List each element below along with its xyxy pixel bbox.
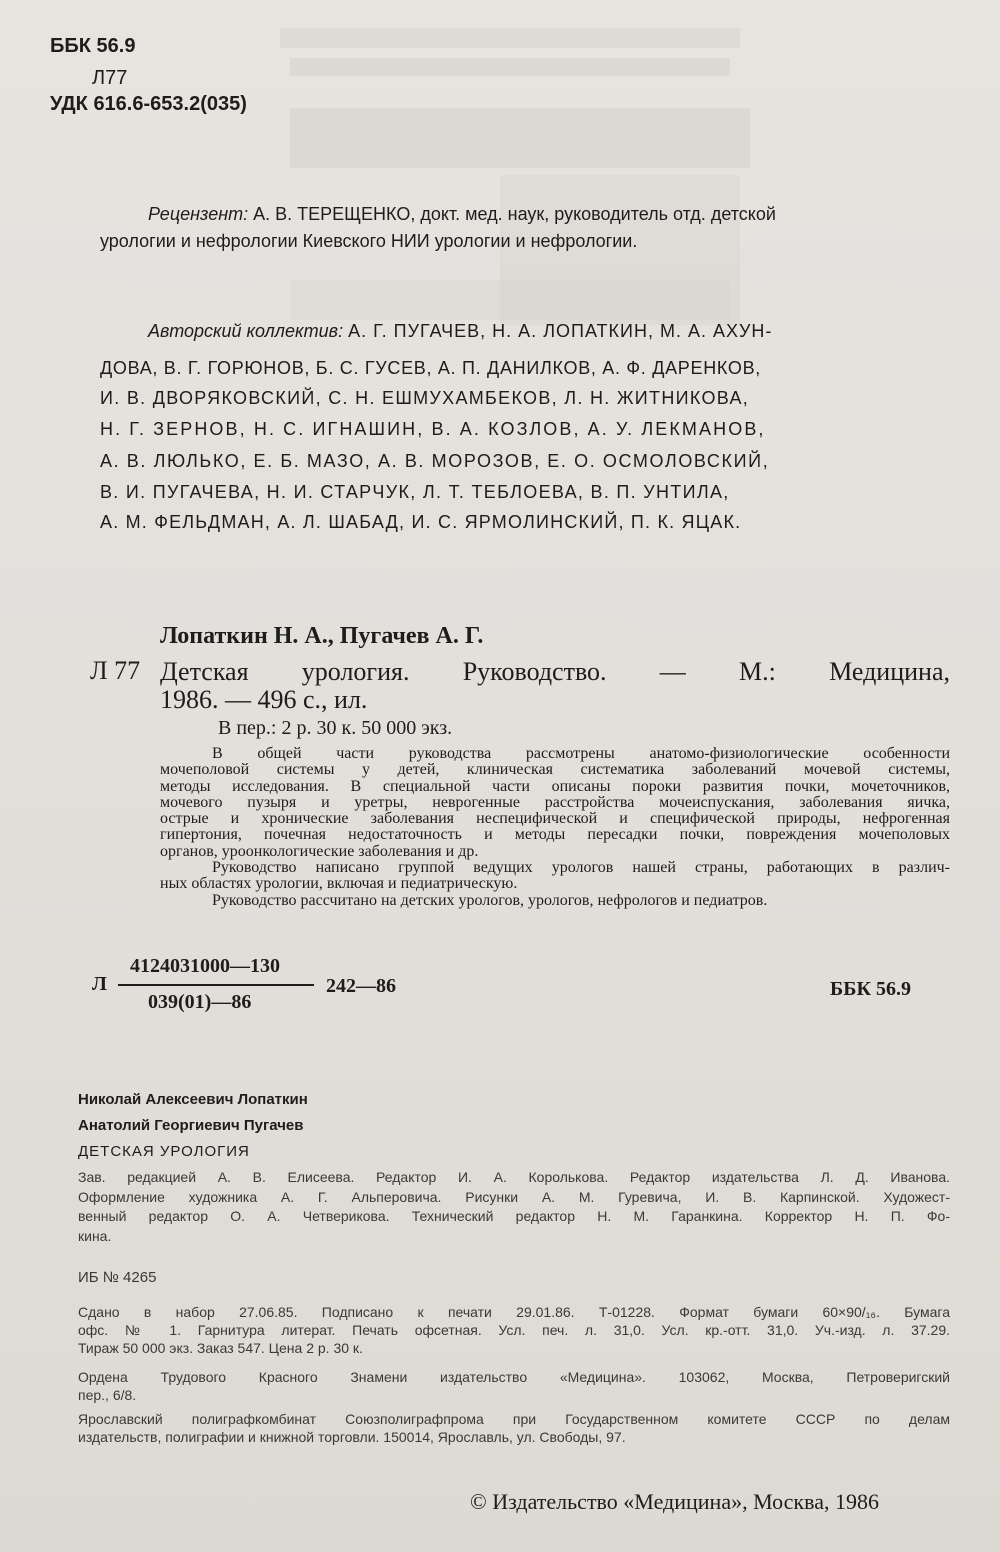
publisher-line: пер., 6/8. bbox=[78, 1387, 137, 1403]
imprint-title: ДЕТСКАЯ УРОЛОГИЯ bbox=[78, 1143, 250, 1160]
ib-number: ИБ № 4265 bbox=[78, 1269, 157, 1286]
authors-line-5: А. В. ЛЮЛЬКО, Е. Б. МАЗО, А. В. МОРОЗОВ, Е. О. ОСМОЛОВСКИЙ, bbox=[100, 451, 770, 471]
publisher-info bbox=[78, 1368, 950, 1404]
print-info-line: Сдано в набор 27.06.85. Подписано к печати 29.01.86. Т-01228. Формат бумаги 60×90/₁₆. Бумага bbox=[78, 1304, 950, 1320]
authors-label: Авторский коллектив: bbox=[148, 321, 344, 341]
formula-letter: Л bbox=[92, 973, 107, 995]
authors-line-6: В. И. ПУГАЧЕВА, Н. И. СТАРЧУК, Л. Т. ТЕБЛОЕВА, В. П. УНТИЛА, bbox=[100, 482, 730, 502]
abstract-line: мочевого пузыря и уретры, неврогенные расстройства мочеиспускания, заболевания яичка, bbox=[160, 793, 950, 811]
reviewer-label: Рецензент: bbox=[148, 204, 249, 224]
editors-line: кина. bbox=[78, 1227, 112, 1244]
printer-info bbox=[78, 1410, 950, 1446]
udk-code: УДК 616.6-653.2(035) bbox=[50, 93, 247, 115]
reviewer-line-2: урологии и нефрологии Киевского НИИ урологии и нефрологии. bbox=[100, 231, 638, 251]
formula-denominator: 039(01)—86 bbox=[148, 991, 252, 1013]
catalog-abstract bbox=[160, 746, 950, 909]
formula-suffix: 242—86 bbox=[326, 975, 396, 997]
imprint-author-2: Анатолий Георгиевич Пугачев bbox=[78, 1117, 304, 1134]
abstract-line: В общей части руководства рассмотрены анатомо-физиологические особенности bbox=[212, 745, 950, 762]
abstract-line: гипертония, почечная недостаточность и методы пересадки почки, повреждения мочеполовых bbox=[160, 826, 950, 844]
catalog-title-line-1: Детская урология. Руководство. — М.: Медицина, bbox=[160, 657, 950, 686]
editors-line: Зав. редакцией А. В. Елисеева. Редактор И. А. Королькова. Редактор издательства Л. Д. Иванова. bbox=[78, 1169, 950, 1185]
formula-numerator: 4124031000—130 bbox=[130, 955, 280, 977]
abstract-line: мочеполовой системы у детей, клиническая систематика заболеваний мочевой системы, bbox=[160, 761, 950, 779]
printer-line: Ярославский полиграфкомбинат Союзполиграфпрома при Государственном комитете СССР по делам bbox=[78, 1411, 950, 1427]
abstract-line: Руководство написано группой ведущих урологов нашей страны, работающих в различ- bbox=[212, 859, 950, 877]
formula-fraction-line bbox=[118, 984, 314, 986]
editors-line: венный редактор О. А. Четверикова. Технический редактор Н. М. Гаранкина. Корректор Н. П. Фо- bbox=[78, 1208, 950, 1224]
bbk-code-bottom: ББК 56.9 bbox=[830, 978, 911, 1000]
editors-line: Оформление художника А. Г. Альперовича. Рисунки А. М. Гуревича, И. В. Карпинской. Художест- bbox=[78, 1188, 950, 1205]
print-info-line: офс. № 1. Гарнитура литерат. Печать офсетная. Усл. печ. л. 31,0. Усл. кр.-отт. 31,0. Уч.-изд. л. 37.29. bbox=[78, 1322, 950, 1338]
catalog-price: В пер.: 2 р. 30 к. 50 000 экз. bbox=[218, 717, 453, 739]
abstract-line: ных областях урологии, включая и педиатрическую. bbox=[160, 875, 518, 893]
abstract-line: Руководство рассчитано на детских урологов, урологов, нефрологов и педиатров. bbox=[212, 891, 768, 909]
imprint-editors bbox=[78, 1168, 950, 1246]
reviewer-line-1 bbox=[148, 205, 944, 223]
authors-line-4: Н. Г. ЗЕРНОВ, Н. С. ИГНАШИН, В. А. КОЗЛОВ, А. У. ЛЕКМАНОВ, bbox=[100, 419, 766, 439]
catalog-title-line-2: 1986. — 496 с., ил. bbox=[160, 685, 368, 714]
catalog-code: Л 77 bbox=[90, 656, 141, 685]
publisher-line: Ордена Трудового Красного Знамени издательство «Медицина». 103062, Москва, Петроверигский bbox=[78, 1369, 950, 1385]
authors-line-2: ДОВА, В. Г. ГОРЮНОВ, Б. С. ГУСЕВ, А. П. ДАНИЛКОВ, А. Ф. ДАРЕНКОВ, bbox=[100, 358, 761, 378]
print-info bbox=[78, 1303, 950, 1357]
authors-line-3: И. В. ДВОРЯКОВСКИЙ, С. Н. ЕШМУХАМБЕКОВ, Л. Н. ЖИТНИКОВА, bbox=[100, 388, 750, 408]
catalog-heading: Лопаткин Н. А., Пугачев А. Г. bbox=[160, 623, 484, 649]
authors-line-7: А. М. ФЕЛЬДМАН, А. Л. ШАБАД, И. С. ЯРМОЛИНСКИЙ, П. К. ЯЦАК. bbox=[100, 512, 742, 532]
authors-line-1 bbox=[148, 322, 948, 340]
abstract-line: острые и хронические заболевания неспецифической и специфической природы, нефрогенная bbox=[160, 810, 950, 828]
authors-text-1: А. Г. ПУГАЧЕВ, Н. А. ЛОПАТКИН, М. А. АХУН- bbox=[348, 321, 773, 341]
bbk-code-top: ББК 56.9 bbox=[50, 35, 136, 57]
catalog-code-top: Л77 bbox=[92, 67, 128, 89]
abstract-line: органов, уроонкологические заболевания и др. bbox=[160, 842, 479, 860]
reviewer-text-1: А. В. ТЕРЕЩЕНКО, докт. мед. наук, руководитель отд. детской bbox=[253, 204, 776, 224]
print-info-line: Тираж 50 000 экз. Заказ 547. Цена 2 р. 30 к. bbox=[78, 1340, 363, 1356]
abstract-line: методы исследования. В специальной части описаны пороки развития почки, мочеточников, bbox=[160, 777, 950, 795]
printer-line: издательств, полиграфии и книжной торговли. 150014, Ярославль, ул. Свободы, 97. bbox=[78, 1429, 626, 1445]
imprint-author-1: Николай Алексеевич Лопаткин bbox=[78, 1091, 308, 1108]
copyright-line: © Издательство «Медицина», Москва, 1986 bbox=[470, 1489, 879, 1514]
